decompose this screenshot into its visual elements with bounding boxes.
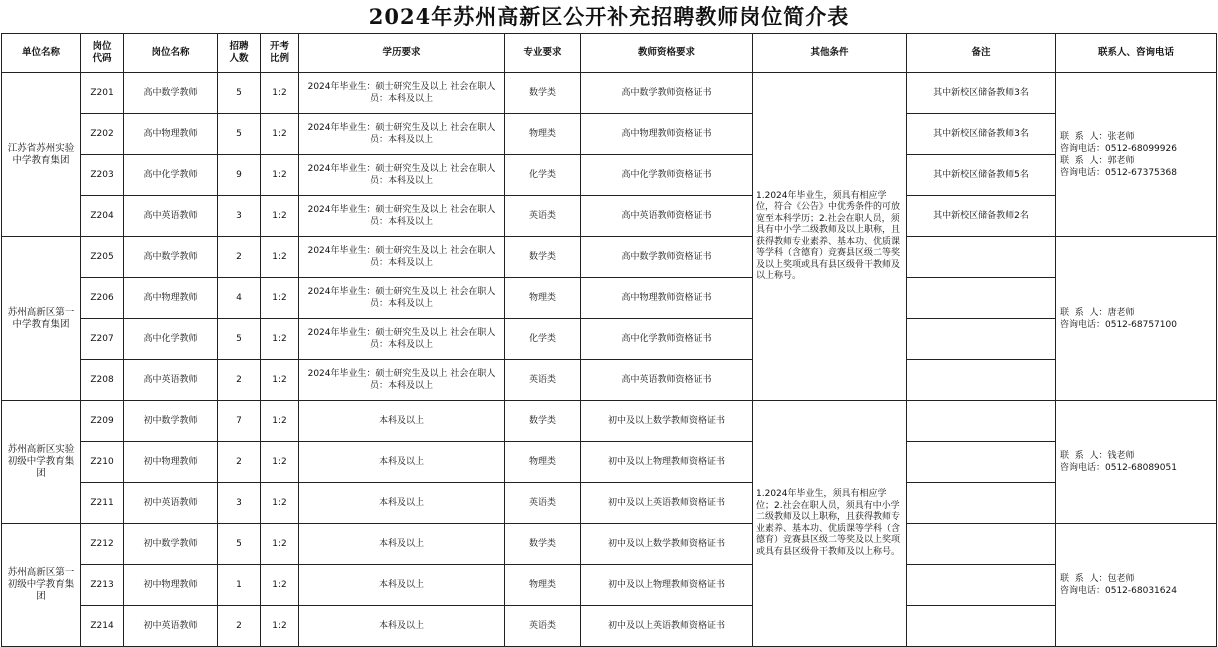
post-major: 物理类: [505, 565, 581, 606]
unit-name: 苏州高新区实验初级中学教育集团: [2, 401, 81, 524]
post-code: Z202: [81, 114, 124, 155]
post-name: 高中英语教师: [124, 360, 218, 401]
post-major: 数学类: [505, 524, 581, 565]
post-name: 初中数学教师: [124, 401, 218, 442]
post-name: 高中数学教师: [124, 73, 218, 114]
post-certificate: 初中及以上英语教师资格证书: [581, 606, 753, 647]
post-note: [907, 442, 1056, 483]
post-note: 其中新校区储备教师3名: [907, 114, 1056, 155]
post-education: 2024年毕业生：硕士研究生及以上 社会在职人员：本科及以上: [299, 155, 505, 196]
contact-info: 联 系 人：包老师 咨询电话：0512-68031624: [1056, 524, 1217, 647]
post-certificate: 高中物理教师资格证书: [581, 114, 753, 155]
post-certificate: 初中及以上物理教师资格证书: [581, 442, 753, 483]
post-name: 高中英语教师: [124, 196, 218, 237]
post-code: Z204: [81, 196, 124, 237]
post-certificate: 初中及以上数学教师资格证书: [581, 401, 753, 442]
table-row: [2, 565, 1217, 606]
post-ratio: 1:2: [261, 442, 299, 483]
post-ratio: 1:2: [261, 360, 299, 401]
post-count: 7: [218, 401, 261, 442]
positions-table: [1, 33, 1217, 647]
table-row: [2, 606, 1217, 647]
table-row: [2, 114, 1217, 155]
post-certificate: 高中物理教师资格证书: [581, 278, 753, 319]
post-major: 物理类: [505, 114, 581, 155]
post-education: 本科及以上: [299, 565, 505, 606]
post-note: 其中新校区储备教师2名: [907, 196, 1056, 237]
table-row: [2, 524, 1217, 565]
post-ratio: 1:2: [261, 278, 299, 319]
post-count: 2: [218, 606, 261, 647]
post-count: 4: [218, 278, 261, 319]
table-row: [2, 155, 1217, 196]
post-code: Z201: [81, 73, 124, 114]
table-row: [2, 278, 1217, 319]
post-name: 初中物理教师: [124, 442, 218, 483]
post-ratio: 1:2: [261, 319, 299, 360]
post-major: 数学类: [505, 237, 581, 278]
post-code: Z206: [81, 278, 124, 319]
post-count: 3: [218, 196, 261, 237]
post-note: [907, 565, 1056, 606]
header-contact: 联系人、咨询电话: [1056, 34, 1217, 73]
header-unit: 单位名称: [2, 34, 81, 73]
post-certificate: 初中及以上英语教师资格证书: [581, 483, 753, 524]
post-name: 初中数学教师: [124, 524, 218, 565]
post-ratio: 1:2: [261, 565, 299, 606]
header-post: 岗位名称: [124, 34, 218, 73]
post-certificate: 高中数学教师资格证书: [581, 237, 753, 278]
post-code: Z214: [81, 606, 124, 647]
post-name: 初中英语教师: [124, 483, 218, 524]
post-education: 本科及以上: [299, 442, 505, 483]
other-conditions-junior: 1.2024年毕业生，须具有相应学位；2.社会在职人员，须具有中小学二级教师及以上职称，且获得教师专业素养、基本功、优质课等学科（含德育）竞赛县区级二等奖及以上奖项或具有县区级骨干教师及以上称号。: [753, 401, 907, 647]
post-education: 2024年毕业生：硕士研究生及以上 社会在职人员：本科及以上: [299, 319, 505, 360]
post-note: [907, 237, 1056, 278]
post-ratio: 1:2: [261, 483, 299, 524]
post-ratio: 1:2: [261, 524, 299, 565]
post-code: Z203: [81, 155, 124, 196]
post-count: 5: [218, 114, 261, 155]
post-note: [907, 278, 1056, 319]
post-major: 英语类: [505, 483, 581, 524]
header-other: 其他条件: [753, 34, 907, 73]
post-code: Z207: [81, 319, 124, 360]
post-major: 物理类: [505, 442, 581, 483]
table-row: [2, 237, 1217, 278]
post-certificate: 高中化学教师资格证书: [581, 155, 753, 196]
post-note: [907, 483, 1056, 524]
post-education: 本科及以上: [299, 483, 505, 524]
header-ratio: 开考 比例: [261, 34, 299, 73]
post-major: 化学类: [505, 155, 581, 196]
contact-info: 联 系 人：唐老师 咨询电话：0512-68757100: [1056, 237, 1217, 401]
header-row: [2, 34, 1217, 73]
post-count: 9: [218, 155, 261, 196]
post-certificate: 初中及以上数学教师资格证书: [581, 524, 753, 565]
unit-name: 苏州高新区第一中学教育集团: [2, 237, 81, 401]
post-name: 初中英语教师: [124, 606, 218, 647]
contact-info: 联 系 人：张老师 咨询电话：0512-68099926 联 系 人：郭老师 咨询电话：0512-67375368: [1056, 73, 1217, 237]
post-code: Z210: [81, 442, 124, 483]
post-major: 英语类: [505, 196, 581, 237]
post-major: 英语类: [505, 360, 581, 401]
post-name: 高中物理教师: [124, 278, 218, 319]
post-ratio: 1:2: [261, 237, 299, 278]
post-code: Z208: [81, 360, 124, 401]
unit-name: 江苏省苏州实验中学教育集团: [2, 73, 81, 237]
post-code: Z209: [81, 401, 124, 442]
post-major: 数学类: [505, 73, 581, 114]
post-code: Z212: [81, 524, 124, 565]
post-note: [907, 524, 1056, 565]
post-note: [907, 401, 1056, 442]
table-row: [2, 442, 1217, 483]
table-row: [2, 73, 1217, 114]
post-note: 其中新校区储备教师3名: [907, 73, 1056, 114]
table-row: [2, 196, 1217, 237]
post-count: 5: [218, 524, 261, 565]
post-code: Z211: [81, 483, 124, 524]
post-education: 2024年毕业生：硕士研究生及以上 社会在职人员：本科及以上: [299, 237, 505, 278]
post-note: 其中新校区储备教师5名: [907, 155, 1056, 196]
post-ratio: 1:2: [261, 114, 299, 155]
post-education: 2024年毕业生：硕士研究生及以上 社会在职人员：本科及以上: [299, 114, 505, 155]
post-count: 2: [218, 237, 261, 278]
post-ratio: 1:2: [261, 606, 299, 647]
post-education: 本科及以上: [299, 524, 505, 565]
unit-name: 苏州高新区第一初级中学教育集团: [2, 524, 81, 647]
post-major: 英语类: [505, 606, 581, 647]
post-certificate: 高中英语教师资格证书: [581, 196, 753, 237]
post-education: 2024年毕业生：硕士研究生及以上 社会在职人员：本科及以上: [299, 73, 505, 114]
post-certificate: 高中化学教师资格证书: [581, 319, 753, 360]
post-count: 2: [218, 442, 261, 483]
post-name: 初中物理教师: [124, 565, 218, 606]
post-count: 2: [218, 360, 261, 401]
post-major: 物理类: [505, 278, 581, 319]
post-education: 本科及以上: [299, 401, 505, 442]
post-code: Z205: [81, 237, 124, 278]
post-education: 2024年毕业生：硕士研究生及以上 社会在职人员：本科及以上: [299, 196, 505, 237]
post-count: 1: [218, 565, 261, 606]
post-ratio: 1:2: [261, 73, 299, 114]
post-ratio: 1:2: [261, 196, 299, 237]
post-certificate: 高中英语教师资格证书: [581, 360, 753, 401]
header-certificate: 教师资格要求: [581, 34, 753, 73]
post-major: 化学类: [505, 319, 581, 360]
post-name: 高中物理教师: [124, 114, 218, 155]
post-note: [907, 360, 1056, 401]
post-count: 3: [218, 483, 261, 524]
post-count: 5: [218, 73, 261, 114]
post-ratio: 1:2: [261, 155, 299, 196]
post-certificate: 初中及以上物理教师资格证书: [581, 565, 753, 606]
table-row: [2, 360, 1217, 401]
post-code: Z213: [81, 565, 124, 606]
header-education: 学历要求: [299, 34, 505, 73]
post-note: [907, 319, 1056, 360]
post-education: 2024年毕业生：硕士研究生及以上 社会在职人员：本科及以上: [299, 360, 505, 401]
post-major: 数学类: [505, 401, 581, 442]
header-count: 招聘 人数: [218, 34, 261, 73]
table-row: [2, 401, 1217, 442]
post-name: 高中化学教师: [124, 319, 218, 360]
header-code: 岗位 代码: [81, 34, 124, 73]
post-note: [907, 606, 1056, 647]
post-education: 本科及以上: [299, 606, 505, 647]
header-note: 备注: [907, 34, 1056, 73]
post-education: 2024年毕业生：硕士研究生及以上 社会在职人员：本科及以上: [299, 278, 505, 319]
post-count: 5: [218, 319, 261, 360]
contact-info: 联 系 人：钱老师 咨询电话：0512-68089051: [1056, 401, 1217, 524]
post-name: 高中化学教师: [124, 155, 218, 196]
post-certificate: 高中数学教师资格证书: [581, 73, 753, 114]
post-name: 高中数学教师: [124, 237, 218, 278]
post-ratio: 1:2: [261, 401, 299, 442]
other-conditions-senior: 1.2024年毕业生，须具有相应学位，符合《公告》中优秀条件的可放宽至本科学历；2.社会在职人员，须具有中小学二级教师及以上职称，且获得教师专业素养、基本功、优质课等学科（含德育）竞赛县区级二等奖及以上奖项或具有县区级骨干教师及以上称号。: [753, 73, 907, 401]
page-title: 2024年苏州高新区公开补充招聘教师岗位简介表: [368, 4, 850, 29]
table-row: [2, 483, 1217, 524]
table-row: [2, 319, 1217, 360]
header-major: 专业要求: [505, 34, 581, 73]
